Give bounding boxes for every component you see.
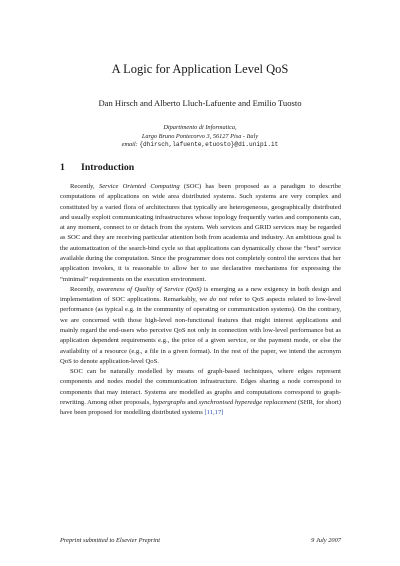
- author-list: Dan Hirsch and Alberto Lluch-Lafuente and Emilio Tuosto: [98, 98, 302, 108]
- email-address[interactable]: {dhirsch,lafuente,etuosto}@di.unipi.it: [139, 141, 279, 149]
- page-footer: [60, 537, 341, 544]
- footer-date: 9 July 2007: [311, 537, 341, 544]
- section-title: Introduction: [81, 162, 135, 173]
- section-body: [60, 182, 341, 418]
- paragraph-3: SOC can be naturally modelled by means of graph-based techniques, where edges represent components and nodes model the communication infrastructure. Edges sharing a node correspond to components that may interact. Systems are modelled as graphs and computations correspond to graph-rewriting. Among other proposals, hypergraphs and synchronised hyperedge replacement (SHR, for short) have been proposed for modelling distributed systems [11,17]: [60, 368, 341, 417]
- citation-link[interactable]: [11,17]: [204, 409, 224, 417]
- footer-preprint-note: Preprint submitted to Elsevier Preprint: [60, 537, 160, 544]
- paper-title: A Logic for Application Level QoS: [111, 62, 289, 76]
- affiliation-dept: Dipartimento di Informatica,: [163, 124, 237, 131]
- email-label: email:: [121, 141, 138, 149]
- section-heading: [60, 162, 134, 173]
- affiliation-block: [0, 124, 400, 150]
- paragraph-1: Recently, Service Oriented Computing (SOC) has been proposed as a paradigm to describe computations of applications on wide area distributed systems. Such systems are very complex and constituted by a varied flora of architectures that typically are heterogeneous, geographically distributed and usually exploit communicating infrastructures whose topology frequently varies and components can, at any moment, connect to or detach from the system. Web services and GRID services may be regarded as SOC and they are receiving particular attention both from academia and industry. An ambitious goal is the automatization of the search-bind cycle so that applications can dynamically chose the “best” service available during the computation. Since the programmer does not completely control the services that her application invokes, it is reasonable to allow her to use declarative mechanisms for expressing the “minimal” requirements on the execution environment.: [60, 183, 341, 283]
- affiliation-address: Largo Bruno Pontecorvo 3, 56127 Pisa - Italy: [141, 132, 259, 140]
- paragraph-2: Recently, awareness of Quality of Service (QoS) is emerging as a new exigency in both design and implementation of SOC applications. Remarkably, we do not refer to QoS aspects related to low-level performance (as typical e.g. in the community of operating or communication systems). On the contrary, we are concerned with those high-level non-functional features that might interest applications and mainly regard the end-users who perceive QoS not only in connection with low-level performance but as application dependent requirements e.g., the price of a given service, or the payment mode, or else the availability of a resource (e.g., a file in a given format). In the rest of the paper, we intend the acronym QoS to denote application-level QoS.: [60, 285, 341, 365]
- affiliation-email-line: [0, 141, 400, 150]
- section-number: 1: [60, 162, 65, 173]
